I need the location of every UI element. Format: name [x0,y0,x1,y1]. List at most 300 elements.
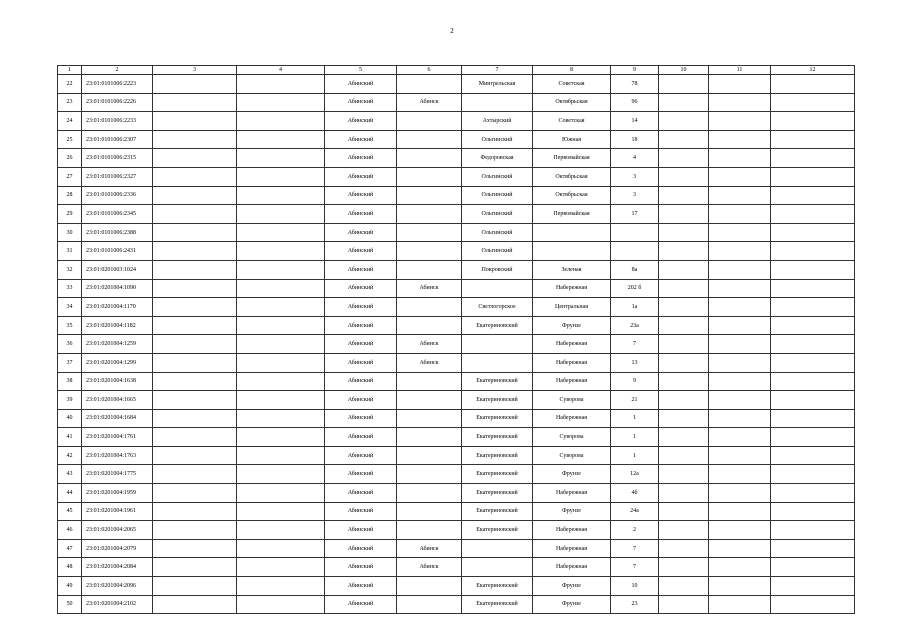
table-cell-col10 [659,539,709,558]
table-row [58,93,855,112]
table-cell-col1: 44 [58,484,82,503]
table-cell-col6 [397,465,462,484]
table-cell-col12 [771,279,855,298]
table-cell-col4 [237,167,325,186]
table-cell-col3 [153,558,237,577]
table-cell-col2: 23:01:0201003:1024 [82,260,153,279]
table-cell-col3 [153,539,237,558]
table-cell-col3 [153,223,237,242]
table-cell-col12 [771,186,855,205]
table-cell-col11 [709,539,771,558]
table-cell-col6: Абинск [397,335,462,354]
table-cell-col11 [709,428,771,447]
table-cell-col6 [397,502,462,521]
table-cell-col11 [709,502,771,521]
table-cell-col3 [153,577,237,596]
table-cell-col7: Мингрельская [462,75,533,94]
table-cell-col10 [659,391,709,410]
table-cell-col7: Покровский [462,260,533,279]
table-cell-col10 [659,335,709,354]
column-header-12: 12 [771,66,855,75]
table-cell-col9: 202 б [611,279,659,298]
table-cell-col4 [237,130,325,149]
table-cell-col10 [659,465,709,484]
table-row [58,223,855,242]
table-cell-col2: 23:01:0201004:1961 [82,502,153,521]
table-cell-col1: 36 [58,335,82,354]
table-cell-col7: Екатериновский [462,391,533,410]
table-cell-col5: Абинский [325,502,397,521]
table-cell-col5: Абинский [325,428,397,447]
table-cell-col12 [771,391,855,410]
table-cell-col4 [237,186,325,205]
column-header-5: 5 [325,66,397,75]
table-cell-col11 [709,223,771,242]
table-cell-col9 [611,223,659,242]
table-cell-col1: 29 [58,205,82,224]
table-cell-col1: 23 [58,93,82,112]
table-cell-col4 [237,205,325,224]
table-cell-col12 [771,521,855,540]
table-cell-col5: Абинский [325,465,397,484]
table-cell-col3 [153,521,237,540]
table-cell-col8: Фрунзе [533,465,611,484]
table-cell-col8: Суворова [533,391,611,410]
table-cell-col9: 1 [611,428,659,447]
table-cell-col8: Фрунзе [533,595,611,614]
table-cell-col10 [659,186,709,205]
table-cell-col8: Набережная [533,521,611,540]
table-cell-col5: Абинский [325,409,397,428]
table-cell-col12 [771,242,855,261]
table-cell-col11 [709,298,771,317]
table-cell-col8: Октябрьская [533,186,611,205]
table-cell-col1: 22 [58,75,82,94]
table-cell-col10 [659,502,709,521]
table-cell-col5: Абинский [325,130,397,149]
table-cell-col8: Набережная [533,558,611,577]
table-cell-col10 [659,372,709,391]
cadastral-table [57,65,855,614]
table-cell-col12 [771,167,855,186]
table-cell-col2: 23:01:0101006:2345 [82,205,153,224]
table-cell-col5: Абинский [325,595,397,614]
table-cell-col11 [709,75,771,94]
table-cell-col9: 17 [611,205,659,224]
table-cell-col2: 23:01:0201004:1761 [82,428,153,447]
table-row [58,446,855,465]
table-cell-col12 [771,112,855,131]
table-cell-col6 [397,428,462,447]
table-cell-col5: Абинский [325,223,397,242]
table-cell-col9 [611,242,659,261]
table-cell-col1: 47 [58,539,82,558]
page-number: 2 [450,27,454,35]
table-cell-col8: Советская [533,75,611,94]
table-cell-col3 [153,595,237,614]
table-cell-col8: Октябрьская [533,167,611,186]
table-cell-col4 [237,428,325,447]
table-row [58,186,855,205]
table-cell-col1: 37 [58,353,82,372]
table-cell-col6: Абинск [397,539,462,558]
table-cell-col3 [153,149,237,168]
table-cell-col1: 43 [58,465,82,484]
table-cell-col6 [397,446,462,465]
table-cell-col1: 25 [58,130,82,149]
table-cell-col11 [709,372,771,391]
table-cell-col4 [237,316,325,335]
table-cell-col8: Набережная [533,372,611,391]
table-row [58,242,855,261]
table-cell-col3 [153,372,237,391]
table-cell-col2: 23:01:0201004:2084 [82,558,153,577]
table-cell-col8: Фрунзе [533,502,611,521]
table-cell-col5: Абинский [325,298,397,317]
table-cell-col9: 23а [611,316,659,335]
table-cell-col12 [771,484,855,503]
column-header-3: 3 [153,66,237,75]
table-cell-col9: 2 [611,521,659,540]
table-cell-col3 [153,93,237,112]
table-cell-col4 [237,279,325,298]
table-cell-col10 [659,577,709,596]
table-cell-col12 [771,93,855,112]
table-cell-col7: Екатериновский [462,409,533,428]
table-row [58,391,855,410]
table-row [58,558,855,577]
table-row [58,465,855,484]
table-cell-col2: 23:01:0101006:2327 [82,167,153,186]
table-cell-col7: Светлогорское [462,298,533,317]
table-cell-col12 [771,595,855,614]
table-cell-col7: Федоровская [462,149,533,168]
table-cell-col6: Абинск [397,279,462,298]
table-cell-col2: 23:01:0101006:2336 [82,186,153,205]
table-cell-col3 [153,242,237,261]
table-cell-col2: 23:01:0201004:1959 [82,484,153,503]
table-cell-col12 [771,223,855,242]
table-cell-col6 [397,409,462,428]
table-cell-col1: 35 [58,316,82,335]
table-cell-col9: 7 [611,335,659,354]
table-cell-col5: Абинский [325,484,397,503]
table-cell-col2: 23:01:0201004:2065 [82,521,153,540]
table-cell-col5: Абинский [325,446,397,465]
table-cell-col3 [153,316,237,335]
table-cell-col6 [397,130,462,149]
table-cell-col9: 8а [611,260,659,279]
column-header-10: 10 [659,66,709,75]
table-cell-col9: 9 [611,372,659,391]
table-row [58,335,855,354]
table-cell-col10 [659,558,709,577]
table-cell-col11 [709,521,771,540]
table-cell-col5: Абинский [325,260,397,279]
table-cell-col1: 49 [58,577,82,596]
table-cell-col6 [397,186,462,205]
table-cell-col2: 23:01:0201004:1638 [82,372,153,391]
table-cell-col4 [237,595,325,614]
table-cell-col9: 7 [611,558,659,577]
table-cell-col4 [237,558,325,577]
table-cell-col11 [709,279,771,298]
table-row [58,316,855,335]
table-cell-col6 [397,595,462,614]
table-cell-col10 [659,353,709,372]
table-cell-col8 [533,242,611,261]
table-cell-col2: 23:01:0101006:2233 [82,112,153,131]
table-cell-col11 [709,242,771,261]
table-cell-col11 [709,446,771,465]
table-cell-col7 [462,335,533,354]
table-cell-col6: Абинск [397,93,462,112]
table-cell-col1: 39 [58,391,82,410]
table-cell-col7: Екатериновский [462,502,533,521]
table-cell-col9: 4 [611,149,659,168]
table-cell-col11 [709,409,771,428]
table-cell-col3 [153,391,237,410]
table-cell-col6 [397,112,462,131]
table-cell-col2: 23:01:0201004:2079 [82,539,153,558]
table-cell-col11 [709,465,771,484]
table-cell-col8: Первомайская [533,149,611,168]
table-cell-col10 [659,446,709,465]
table-cell-col4 [237,465,325,484]
table-cell-col7: Екатериновский [462,577,533,596]
column-header-1: 1 [58,66,82,75]
column-header-4: 4 [237,66,325,75]
table-cell-col11 [709,316,771,335]
table-row [58,539,855,558]
table-cell-col4 [237,577,325,596]
table-cell-col5: Абинский [325,167,397,186]
table-cell-col10 [659,130,709,149]
table-cell-col5: Абинский [325,577,397,596]
table-cell-col10 [659,112,709,131]
table-cell-col1: 31 [58,242,82,261]
table-cell-col4 [237,75,325,94]
table-cell-col10 [659,223,709,242]
table-cell-col11 [709,260,771,279]
table-cell-col9: 78 [611,75,659,94]
table-cell-col4 [237,391,325,410]
column-header-6: 6 [397,66,462,75]
table-row [58,130,855,149]
table-cell-col12 [771,316,855,335]
table-cell-col4 [237,353,325,372]
table-cell-col3 [153,75,237,94]
table-cell-col2: 23:01:0201004:1170 [82,298,153,317]
table-cell-col10 [659,167,709,186]
table-cell-col3 [153,186,237,205]
table-cell-col10 [659,149,709,168]
table-cell-col5: Абинский [325,353,397,372]
table-cell-col7: Екатериновский [462,446,533,465]
table-row [58,112,855,131]
table-cell-col4 [237,149,325,168]
table-cell-col12 [771,558,855,577]
table-cell-col8: Фрунзе [533,577,611,596]
table-cell-col4 [237,409,325,428]
table-cell-col9: 24а [611,502,659,521]
table-cell-col3 [153,428,237,447]
table-row [58,595,855,614]
table-cell-col1: 50 [58,595,82,614]
table-cell-col6 [397,316,462,335]
table-cell-col12 [771,577,855,596]
table-cell-col9: 1 [611,446,659,465]
table-cell-col12 [771,502,855,521]
table-cell-col10 [659,316,709,335]
table-cell-col4 [237,372,325,391]
table-cell-col1: 48 [58,558,82,577]
table-cell-col6: Абинск [397,558,462,577]
table-cell-col11 [709,577,771,596]
table-cell-col5: Абинский [325,558,397,577]
table-cell-col2: 23:01:0201004:1684 [82,409,153,428]
table-row [58,167,855,186]
table-cell-col10 [659,279,709,298]
table-cell-col7: Екатериновский [462,465,533,484]
table-cell-col8: Набережная [533,409,611,428]
table-cell-col7: Ольгинский [462,205,533,224]
table-cell-col1: 24 [58,112,82,131]
table-cell-col5: Абинский [325,391,397,410]
table-cell-col9: 14 [611,112,659,131]
table-cell-col11 [709,558,771,577]
table-cell-col8: Набережная [533,279,611,298]
table-row [58,260,855,279]
table-cell-col11 [709,391,771,410]
table-cell-col10 [659,409,709,428]
table-cell-col2: 23:01:0101006:2223 [82,75,153,94]
table-cell-col1: 42 [58,446,82,465]
table-cell-col8: Первомайская [533,205,611,224]
table-cell-col10 [659,595,709,614]
table-row [58,428,855,447]
table-cell-col2: 23:01:0201004:1259 [82,335,153,354]
table-cell-col7: Ольгинский [462,242,533,261]
table-cell-col9: 3 [611,186,659,205]
table-cell-col12 [771,260,855,279]
table-cell-col8: Суворова [533,428,611,447]
table-row [58,372,855,391]
table-cell-col12 [771,465,855,484]
table-cell-col12 [771,353,855,372]
table-row [58,75,855,94]
table-cell-col4 [237,446,325,465]
table-cell-col9: 3 [611,167,659,186]
table-cell-col12 [771,372,855,391]
table-cell-col12 [771,75,855,94]
table-cell-col5: Абинский [325,316,397,335]
table-cell-col6 [397,223,462,242]
table-cell-col8: Советская [533,112,611,131]
table-cell-col6 [397,484,462,503]
table-cell-col1: 30 [58,223,82,242]
table-cell-col2: 23:01:0201004:2096 [82,577,153,596]
table-cell-col6 [397,298,462,317]
table-cell-col2: 23:01:0101006:2388 [82,223,153,242]
table-cell-col8: Фрунзе [533,316,611,335]
table-row [58,409,855,428]
table-cell-col11 [709,335,771,354]
table-cell-col3 [153,167,237,186]
table-cell-col6 [397,372,462,391]
table-cell-col6 [397,577,462,596]
table-cell-col12 [771,428,855,447]
table-cell-col2: 23:01:0201004:1775 [82,465,153,484]
table-row [58,353,855,372]
table-cell-col6: Абинск [397,353,462,372]
table-cell-col2: 23:01:0201004:1763 [82,446,153,465]
table-cell-col8: Южная [533,130,611,149]
table-cell-col7: Екатериновский [462,484,533,503]
table-cell-col5: Абинский [325,372,397,391]
table-cell-col9: 13 [611,353,659,372]
table-cell-col10 [659,428,709,447]
table-cell-col9: 7 [611,539,659,558]
table-cell-col1: 34 [58,298,82,317]
column-header-9: 9 [611,66,659,75]
table-cell-col9: 1а [611,298,659,317]
table-cell-col8: Зеленая [533,260,611,279]
table-cell-col5: Абинский [325,279,397,298]
table-cell-col4 [237,93,325,112]
table-cell-col7: Екатериновский [462,372,533,391]
table-cell-col4 [237,298,325,317]
table-cell-col12 [771,298,855,317]
table-row [58,521,855,540]
table-row [58,205,855,224]
table-cell-col3 [153,335,237,354]
table-cell-col9: 23 [611,595,659,614]
table-cell-col4 [237,223,325,242]
table-cell-col1: 27 [58,167,82,186]
table-cell-col2: 23:01:0101006:2431 [82,242,153,261]
table-cell-col3 [153,130,237,149]
table-cell-col6 [397,167,462,186]
table-cell-col9: 12а [611,465,659,484]
table-cell-col2: 23:01:0201004:1665 [82,391,153,410]
column-header-7: 7 [462,66,533,75]
table-cell-col3 [153,298,237,317]
table-cell-col6 [397,521,462,540]
table-cell-col1: 32 [58,260,82,279]
table-cell-col7: Екатериновский [462,521,533,540]
table-cell-col1: 41 [58,428,82,447]
table-cell-col12 [771,130,855,149]
table-cell-col4 [237,112,325,131]
table-cell-col12 [771,539,855,558]
table-cell-col5: Абинский [325,93,397,112]
table-cell-col4 [237,242,325,261]
table-cell-col5: Абинский [325,335,397,354]
table-cell-col1: 33 [58,279,82,298]
table-cell-col7 [462,353,533,372]
table-cell-col3 [153,260,237,279]
table-cell-col10 [659,242,709,261]
table-cell-col3 [153,112,237,131]
table-cell-col7 [462,539,533,558]
table-cell-col7: Ольгинский [462,167,533,186]
table-cell-col5: Абинский [325,539,397,558]
table-row [58,298,855,317]
table-cell-col8 [533,223,611,242]
table-cell-col1: 45 [58,502,82,521]
table-cell-col10 [659,484,709,503]
